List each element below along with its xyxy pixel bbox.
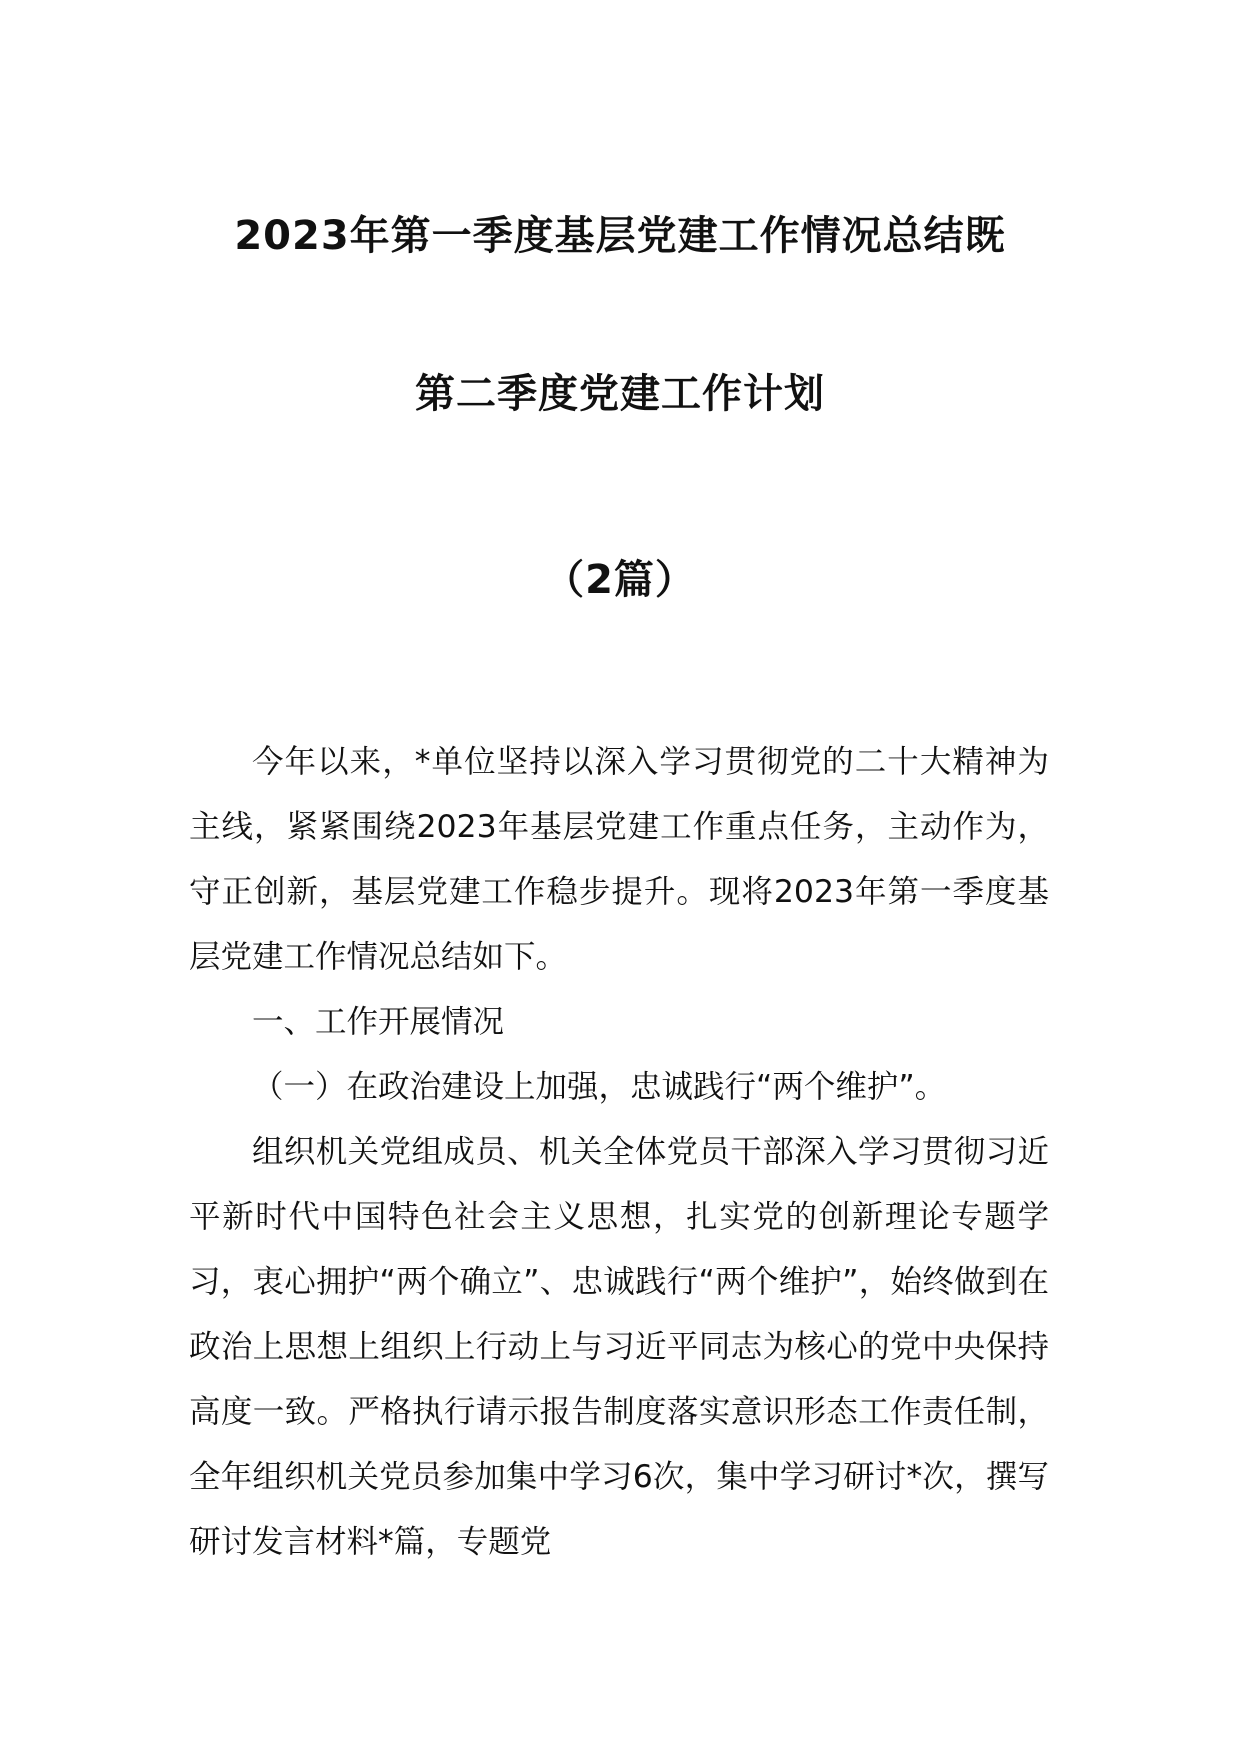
subsection-heading: （一）在政治建设上加强，忠诚践行“两个维护”。 (252, 1069, 947, 1105)
intro-paragraph: 今年以来，*单位坚持以深入学习贯彻党的二十大精神为主线，紧紧围绕2023年基层党建工作重点任务，主动作为，守正创新，基层党建工作稳步提升。现将2023年第一季度基层党建工作情况总结如下。 (189, 744, 1049, 975)
document-title-line-1: 2023年第一季度基层党建工作情况总结既 (234, 213, 1006, 259)
body-paragraph: 组织机关党组成员、机关全体党员干部深入学习贯彻习近平新时代中国特色社会主义思想，扎实党的创新理论专题学习，衷心拥护“两个确立”、忠诚践行“两个维护”，始终做到在政治上思想上组织上行动上与习近平同志为核心的党中央保持高度一致。严格执行请示报告制度落实意识形态工作责任制，全年组织机关党员参加集中学习6次，集中学习研讨*次，撰写研讨发言材料*篇，专题党 (189, 1134, 1049, 1560)
document-title-count: （2篇） (544, 557, 696, 603)
document-title-line-2: 第二季度党建工作计划 (415, 371, 825, 417)
section-heading: 一、工作开展情况 (252, 1004, 505, 1040)
document-body (189, 730, 1049, 1575)
